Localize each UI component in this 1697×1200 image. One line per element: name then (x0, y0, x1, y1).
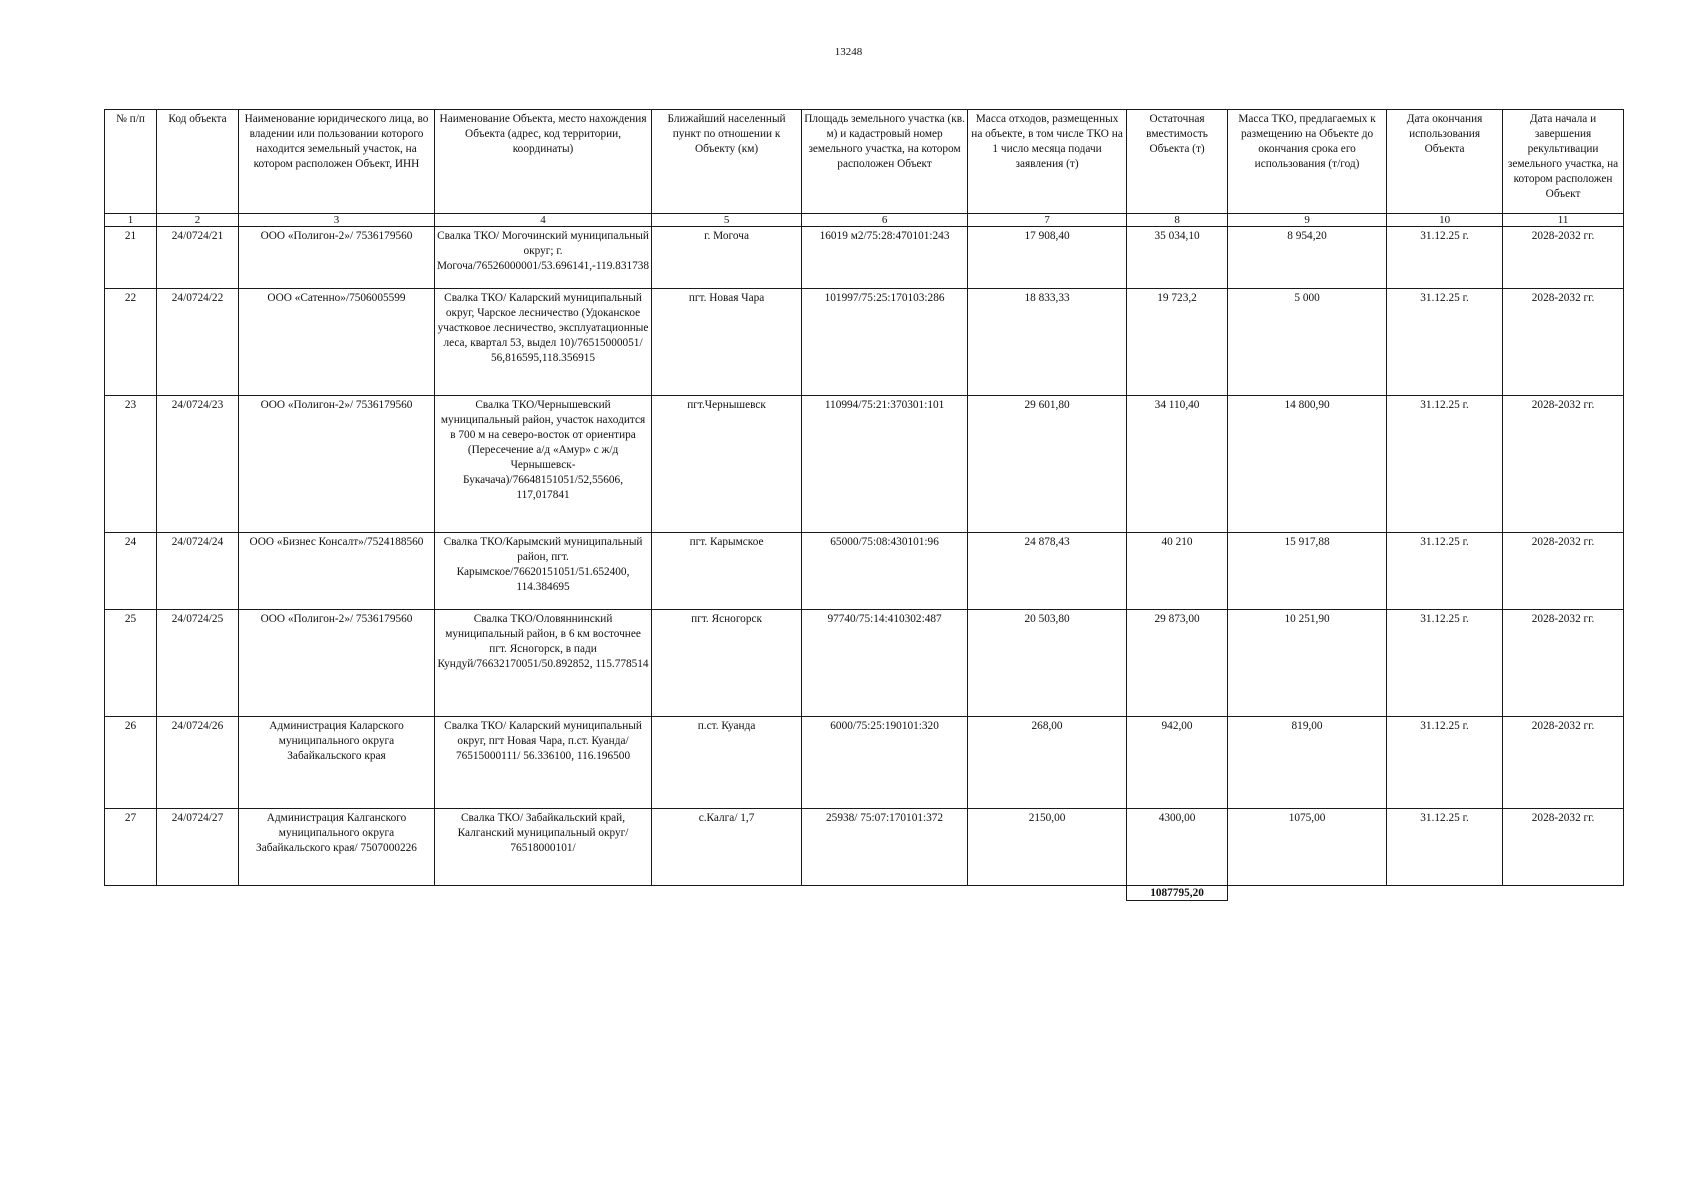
column-number: 1 (105, 214, 157, 227)
table-cell: 8 954,20 (1228, 227, 1387, 289)
table-cell: 2028-2032 гг. (1503, 809, 1624, 886)
table-cell: 110994/75:21:370301:101 (802, 396, 968, 533)
table-cell: ООО «Полигон-2»/ 7536179560 (239, 610, 435, 717)
table-cell: пгт. Карымское (652, 533, 802, 610)
table-cell: 24/0724/26 (157, 717, 239, 809)
column-number: 11 (1503, 214, 1624, 227)
table-cell: 2028-2032 гг. (1503, 396, 1624, 533)
table-cell: пгт. Новая Чара (652, 289, 802, 396)
column-number: 5 (652, 214, 802, 227)
table-cell: 20 503,80 (968, 610, 1127, 717)
table-row (105, 610, 1624, 717)
table-cell: 2028-2032 гг. (1503, 227, 1624, 289)
table-row (105, 227, 1624, 289)
table-row (105, 809, 1624, 886)
table-cell: 10 251,90 (1228, 610, 1387, 717)
table-cell: 268,00 (968, 717, 1127, 809)
table-body (105, 227, 1624, 886)
table-cell: 16019 м2/75:28:470101:243 (802, 227, 968, 289)
header-cell: Наименование Объекта, место нахождения Объекта (адрес, код территории, координаты) (435, 110, 652, 214)
table-cell: 6000/75:25:190101:320 (802, 717, 968, 809)
table-cell: Свалка ТКО/ Каларский муниципальный округ, Чарское лесничество (Удоканское участковое лесничество, эксплуатационные леса, квартал 53, выдел 10)/76515000051/ 56,816595,118.356915 (435, 289, 652, 396)
column-number: 3 (239, 214, 435, 227)
table-cell: 24 (105, 533, 157, 610)
table-cell: п.ст. Куанда (652, 717, 802, 809)
table-cell: г. Могоча (652, 227, 802, 289)
table-cell: ООО «Бизнес Консалт»/7524188560 (239, 533, 435, 610)
table-cell: 14 800,90 (1228, 396, 1387, 533)
table-cell: Свалка ТКО/ Могочинский муниципальный округ; г. Могоча/76526000001/53.696141,-119.831738 (435, 227, 652, 289)
table-cell: 2028-2032 гг. (1503, 289, 1624, 396)
table-cell: 35 034,10 (1127, 227, 1228, 289)
column-number-row (105, 214, 1624, 227)
table-cell: 2028-2032 гг. (1503, 610, 1624, 717)
table-cell: 29 601,80 (968, 396, 1127, 533)
total-spacer (1228, 886, 1624, 901)
table-cell: 31.12.25 г. (1387, 610, 1503, 717)
table-cell: 31.12.25 г. (1387, 227, 1503, 289)
column-number: 10 (1387, 214, 1503, 227)
table-cell: 18 833,33 (968, 289, 1127, 396)
table-cell: 942,00 (1127, 717, 1228, 809)
table-cell: пгт. Ясногорск (652, 610, 802, 717)
table-cell: 25 (105, 610, 157, 717)
header-cell: Ближайший населенный пункт по отношении к Объекту (км) (652, 110, 802, 214)
column-number: 4 (435, 214, 652, 227)
table-cell: 17 908,40 (968, 227, 1127, 289)
table-cell: 25938/ 75:07:170101:372 (802, 809, 968, 886)
table-cell: 31.12.25 г. (1387, 533, 1503, 610)
column-number: 7 (968, 214, 1127, 227)
header-cell: Код объекта (157, 110, 239, 214)
table-cell: 97740/75:14:410302:487 (802, 610, 968, 717)
table-cell: 2028-2032 гг. (1503, 533, 1624, 610)
table-cell: Свалка ТКО/Карымский муниципальный район, пгт. Карымское/76620151051/51.652400, 114.384695 (435, 533, 652, 610)
table-cell: 24/0724/25 (157, 610, 239, 717)
table-cell: 31.12.25 г. (1387, 809, 1503, 886)
table-cell: пгт.Чернышевск (652, 396, 802, 533)
table-cell: 31.12.25 г. (1387, 289, 1503, 396)
column-number: 6 (802, 214, 968, 227)
table-cell: 24/0724/22 (157, 289, 239, 396)
table-cell: 2028-2032 гг. (1503, 717, 1624, 809)
header-cell: Масса ТКО, предлагаемых к размещению на Объекте до окончания срока его использования (т/год) (1228, 110, 1387, 214)
table-row (105, 533, 1624, 610)
header-row (105, 110, 1624, 214)
total-row (105, 886, 1624, 901)
table-cell: 24/0724/27 (157, 809, 239, 886)
table-cell: ООО «Сатенно»/7506005599 (239, 289, 435, 396)
table-cell: 24 878,43 (968, 533, 1127, 610)
table-cell: ООО «Полигон-2»/ 7536179560 (239, 396, 435, 533)
table-cell: 29 873,00 (1127, 610, 1228, 717)
table-cell: 27 (105, 809, 157, 886)
table-cell: 19 723,2 (1127, 289, 1228, 396)
table-cell: 40 210 (1127, 533, 1228, 610)
table-cell: 819,00 (1228, 717, 1387, 809)
table-cell: 101997/75:25:170103:286 (802, 289, 968, 396)
header-cell: Масса отходов, размещенных на объекте, в том числе ТКО на 1 число месяца подачи заявления (т) (968, 110, 1127, 214)
column-number: 8 (1127, 214, 1228, 227)
table-cell: 24/0724/23 (157, 396, 239, 533)
table-cell: 34 110,40 (1127, 396, 1228, 533)
column-number: 2 (157, 214, 239, 227)
table-row (105, 396, 1624, 533)
table-cell: 31.12.25 г. (1387, 396, 1503, 533)
table-cell: 22 (105, 289, 157, 396)
table-cell: Свалка ТКО/ Забайкальский край, Калганский муниципальный округ/ 76518000101/ (435, 809, 652, 886)
table-cell: 21 (105, 227, 157, 289)
total-spacer (105, 886, 1127, 901)
table-cell: Администрация Калганского муниципального округа Забайкальского края/ 7507000226 (239, 809, 435, 886)
total-value: 1087795,20 (1127, 886, 1228, 901)
table-cell: Свалка ТКО/Чернышевский муниципальный район, участок находится в 700 м на северо-восток от ориентира (Пересечение а/д «Амур» с ж/д Чернышевск-Букачача)/76648151051/52,55606, 117,017841 (435, 396, 652, 533)
table-cell: 24/0724/21 (157, 227, 239, 289)
table-cell: ООО «Полигон-2»/ 7536179560 (239, 227, 435, 289)
table-cell: с.Калга/ 1,7 (652, 809, 802, 886)
header-cell: Остаточная вместимость Объекта (т) (1127, 110, 1228, 214)
table-cell: 31.12.25 г. (1387, 717, 1503, 809)
table-cell: 23 (105, 396, 157, 533)
table-cell: 26 (105, 717, 157, 809)
table-cell: Администрация Каларского муниципального округа Забайкальского края (239, 717, 435, 809)
header-cell: Дата начала и завершения рекультивации земельного участка, на котором расположен Объект (1503, 110, 1624, 214)
registry-table (104, 109, 1624, 901)
table-cell: 24/0724/24 (157, 533, 239, 610)
table-row (105, 289, 1624, 396)
table-cell: 1075,00 (1228, 809, 1387, 886)
table-cell: Свалка ТКО/Оловяннинский муниципальный район, в 6 км восточнее пгт. Ясногорск, в пади Кундуй/76632170051/50.892852, 115.778514 (435, 610, 652, 717)
header-cell: № п/п (105, 110, 157, 214)
table-cell: 4300,00 (1127, 809, 1228, 886)
header-cell: Дата окончания использования Объекта (1387, 110, 1503, 214)
table-row (105, 717, 1624, 809)
table-cell: 5 000 (1228, 289, 1387, 396)
header-cell: Наименование юридического лица, во владении или пользовании которого находится земельный участок, на котором расположен Объект, ИНН (239, 110, 435, 214)
table-cell: Свалка ТКО/ Каларский муниципальный округ, пгт Новая Чара, п.ст. Куанда/ 76515000111/ 56.336100, 116.196500 (435, 717, 652, 809)
table-cell: 2150,00 (968, 809, 1127, 886)
page-number: 13248 (834, 46, 863, 58)
table-cell: 15 917,88 (1228, 533, 1387, 610)
table-cell: 65000/75:08:430101:96 (802, 533, 968, 610)
column-number: 9 (1228, 214, 1387, 227)
header-cell: Площадь земельного участка (кв. м) и кадастровый номер земельного участка, на котором расположен Объект (802, 110, 968, 214)
